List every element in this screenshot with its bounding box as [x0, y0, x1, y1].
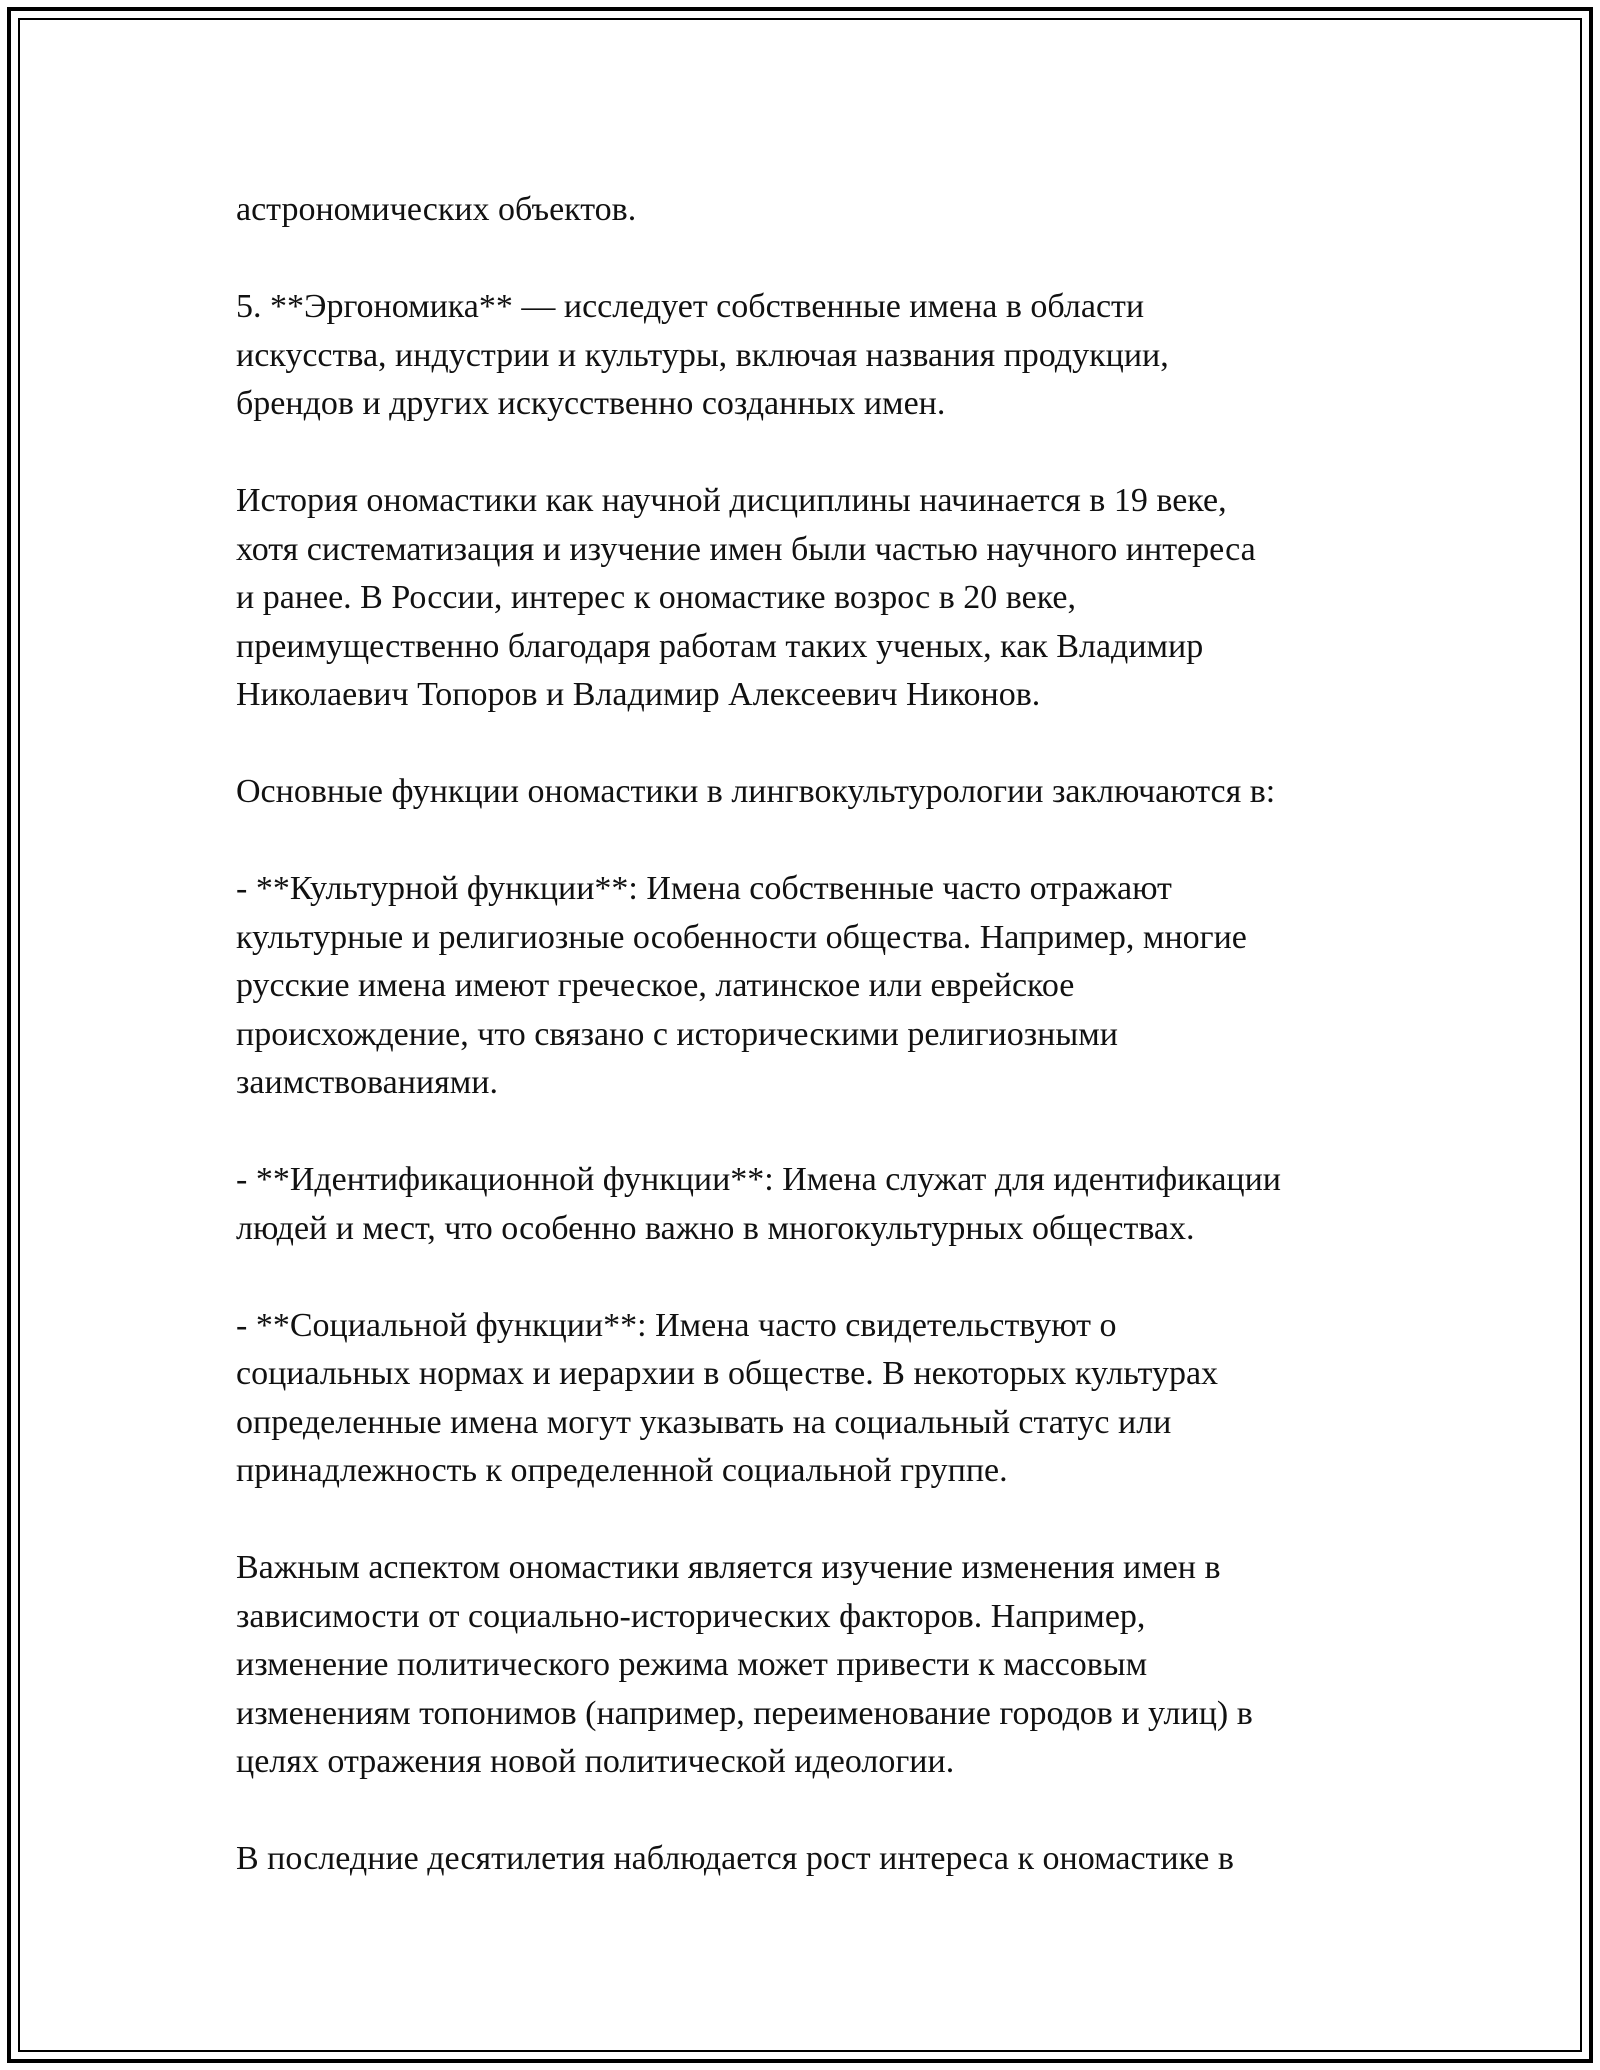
paragraph: В последние десятилетия наблюдается рост интереса к ономастике в — [236, 1840, 1234, 1877]
paragraph: Основные функции ономастики в лингвокультурологии заключаются в: — [236, 773, 1276, 810]
paragraph: - **Социальной функции**: Имена часто свидетельствуют о социальных нормах и иерархии в обществе. В некоторых культурах определенные имена могут указывать на социальный статус или принадлежность к определенной социальной группе. — [236, 1306, 1219, 1489]
paragraph: Важным аспектом ономастики является изучение изменения имен в зависимости от социально-исторических факторов. Например, изменение политического режима может привести к массовым изменениям топонимов (например, переименование городов и улиц) в целях отражения новой политической идеологии. — [236, 1549, 1253, 1780]
document-body — [236, 186, 1416, 1884]
paragraph: История ономастики как научной дисциплины начинается в 19 веке, хотя систематизация и изучение имен были частью научного интереса и ранее. В России, интерес к ономастике возрос в 20 веке, преимущественно благодаря работам таких ученых, как Владимир Николаевич Топоров и Владимир Алексеевич Никонов. — [236, 482, 1256, 713]
paragraph: - **Культурной функции**: Имена собственные часто отражают культурные и религиозные особенности общества. Например, многие русские имена имеют греческое, латинское или еврейское происхождение, что связано с историческими религиозными заимствованиями. — [236, 870, 1247, 1101]
paragraph: астрономических объектов. — [236, 191, 637, 228]
paragraph: 5. **Эргономика** — исследует собственные имена в области искусства, индустрии и культуры, включая названия продукции, брендов и других искусственно созданных имен. — [236, 288, 1169, 422]
paragraph: - **Идентификационной функции**: Имена служат для идентификации людей и мест, что особенно важно в многокультурных обществах. — [236, 1161, 1282, 1247]
